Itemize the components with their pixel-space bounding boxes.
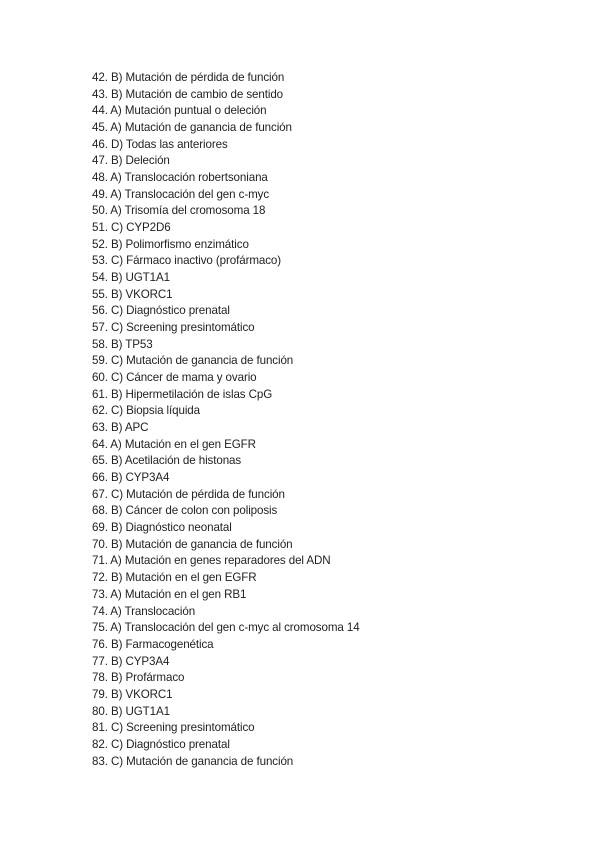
answer-item: 53. C) Fármaco inactivo (profármaco) — [92, 254, 282, 268]
answer-item: 66. B) CYP3A4 — [92, 471, 170, 485]
answer-item: 46. D) Todas las anteriores — [92, 137, 228, 151]
answer-item: 61. B) Hipermetilación de islas CpG — [92, 387, 273, 401]
answer-item: 74. A) Translocación — [92, 604, 196, 618]
answer-item: 45. A) Mutación de ganancia de función — [92, 121, 292, 135]
answer-item: 67. C) Mutación de pérdida de función — [92, 487, 285, 501]
answer-item: 52. B) Polimorfismo enzimático — [92, 237, 249, 251]
answer-item: 63. B) APC — [92, 421, 149, 435]
answer-item: 50. A) Trisomía del cromosoma 18 — [92, 204, 266, 218]
answer-item: 72. B) Mutación en el gen EGFR — [92, 571, 257, 585]
answer-item: 70. B) Mutación de ganancia de función — [92, 537, 293, 551]
answer-item: 82. C) Diagnóstico prenatal — [92, 737, 230, 751]
answer-item: 58. B) TP53 — [92, 337, 153, 351]
answer-item: 62. C) Biopsia líquida — [92, 404, 201, 418]
answer-item: 64. A) Mutación en el gen EGFR — [92, 437, 256, 451]
answer-item: 54. B) UGT1A1 — [92, 271, 170, 285]
answer-item: 69. B) Diagnóstico neonatal — [92, 521, 232, 535]
answer-item: 79. B) VKORC1 — [92, 687, 173, 701]
answer-item: 65. B) Acetilación de histonas — [92, 454, 242, 468]
answer-item: 71. A) Mutación en genes reparadores del ADN — [92, 554, 331, 568]
answer-list — [92, 70, 360, 770]
answer-item: 56. C) Diagnóstico prenatal — [92, 304, 230, 318]
answer-item: 77. B) CYP3A4 — [92, 654, 170, 668]
answer-item: 68. B) Cáncer de colon con poliposis — [92, 504, 278, 518]
answer-item: 43. B) Mutación de cambio de sentido — [92, 87, 284, 101]
answer-item: 51. C) CYP2D6 — [92, 221, 171, 235]
answer-item: 83. C) Mutación de ganancia de función — [92, 754, 294, 768]
answer-item: 44. A) Mutación puntual o deleción — [92, 104, 267, 118]
answer-item: 76. B) Farmacogenética — [92, 637, 214, 651]
answer-item: 47. B) Deleción — [92, 154, 170, 168]
answer-item: 57. C) Screening presintomático — [92, 321, 255, 335]
answer-item: 73. A) Mutación en el gen RB1 — [92, 587, 247, 601]
answer-item: 75. A) Translocación del gen c-myc al cromosoma 14 — [92, 621, 360, 635]
answer-item: 81. C) Screening presintomático — [92, 721, 255, 735]
answer-item: 80. B) UGT1A1 — [92, 704, 170, 718]
answer-item: 60. C) Cáncer de mama y ovario — [92, 371, 257, 385]
answer-item: 49. A) Translocación del gen c-myc — [92, 187, 270, 201]
answer-item: 42. B) Mutación de pérdida de función — [92, 71, 285, 84]
answer-item: 78. B) Profármaco — [92, 671, 185, 685]
answer-item: 55. B) VKORC1 — [92, 287, 173, 301]
answer-item: 59. C) Mutación de ganancia de función — [92, 354, 294, 368]
answer-item: 48. A) Translocación robertsoniana — [92, 171, 268, 185]
